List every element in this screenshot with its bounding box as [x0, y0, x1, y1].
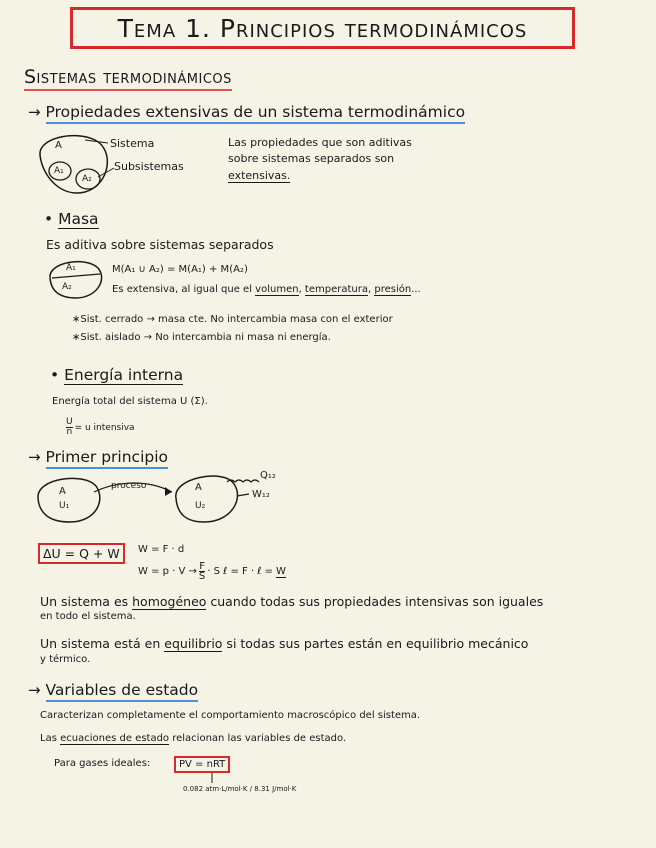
masa-ext-end: ...	[411, 284, 421, 295]
masa-ext-sep2: ,	[367, 284, 375, 295]
masa-heading	[44, 210, 99, 228]
energia-line1: Energía total del sistema U (Σ).	[52, 396, 208, 407]
var-l2-a: Las	[40, 733, 61, 744]
work-der-a: W = p · V →	[138, 566, 197, 577]
extensive-text-line3	[228, 169, 290, 182]
primer-title: Primer principio	[46, 448, 169, 469]
masa-diagram	[46, 258, 106, 300]
variables-title: Variables de estado	[46, 681, 199, 702]
equilibrio-line1	[40, 636, 528, 651]
energia-heading	[50, 366, 183, 384]
extensive-text-line2: sobre sistemas separados son	[228, 152, 395, 165]
masa-label-a1: A₁	[66, 263, 76, 273]
diagram-label-a: A	[55, 140, 62, 151]
equilibrio-line2: y térmico.	[40, 654, 91, 665]
section-heading-text: Sistemas termodinámicos	[24, 66, 232, 91]
r-pointer-line	[210, 773, 220, 785]
masa-ext-presion: presión	[374, 284, 412, 295]
diagram-label-a2: A₂	[82, 174, 92, 184]
homog-word: homogéneo	[132, 594, 207, 609]
sist-cerrado-line: ∗Sist. cerrado → masa cte. No intercambia masa con el exterior	[72, 314, 393, 325]
primer-heading	[28, 448, 168, 466]
homogeneo-line1	[40, 594, 543, 609]
equil-word: equilibrio	[164, 636, 223, 651]
frac-rest: = u intensiva	[74, 422, 135, 433]
arrow-right-icon: →	[28, 681, 41, 699]
extensive-text-line1: Las propiedades que son aditivas	[228, 136, 412, 149]
masa-ext-sep1: ,	[298, 284, 305, 295]
equil-p2: Un sistema está en	[40, 636, 165, 651]
masa-ext-prefix: Es extensiva, al igual que el	[112, 284, 256, 295]
diagram-label-a1: A₁	[54, 166, 64, 176]
work-derivation	[138, 562, 286, 581]
homog-p1: Un sistema es	[40, 594, 133, 609]
r-constant-values: 0.082 atm·L/mol·K / 8.31 J/mol·K	[183, 785, 297, 793]
work-der-c: W	[276, 565, 286, 577]
work-def: W = F · d	[138, 544, 185, 555]
masa-ext-volumen: volumen	[255, 284, 299, 295]
masa-line1: Es aditiva sobre sistemas separados	[46, 237, 274, 252]
extensive-properties-heading	[28, 103, 465, 121]
masa-extensive-line	[112, 284, 421, 295]
heat-q12: Q₁₂	[260, 470, 276, 481]
variables-heading	[28, 681, 198, 699]
state2-u2: U₂	[195, 501, 206, 511]
frac-den: n	[66, 427, 73, 437]
arrow-right-icon: →	[28, 448, 41, 466]
energia-title: Energía interna	[64, 366, 184, 384]
state1-a: A	[59, 486, 66, 497]
homog-p1-rest: cuando todas sus propiedades intensivas son iguales	[206, 594, 544, 609]
extensive-word: extensivas.	[228, 169, 291, 182]
subsystems-diagram	[30, 130, 120, 200]
diagram-label-sistema: Sistema	[110, 137, 155, 150]
bullet: •	[44, 210, 54, 228]
work-der-b: · S ℓ = F · ℓ =	[207, 566, 273, 577]
f-over-s	[199, 562, 205, 581]
page-title: Tema 1. Principios termodinámicos	[70, 7, 575, 49]
frac-num: F	[199, 561, 205, 572]
frac-den: S	[198, 571, 206, 582]
work-w12: W₁₂	[252, 489, 270, 500]
ecuaciones-estado: ecuaciones de estado	[60, 733, 170, 744]
gases-ideales-label: Para gases ideales:	[54, 758, 151, 769]
frac-num: U	[66, 417, 73, 427]
extensive-properties-title: Propiedades extensivas de un sistema termodinámico	[46, 103, 466, 124]
diagram-label-subsistemas: Subsistemas	[114, 160, 184, 173]
masa-ext-temperatura: temperatura	[304, 284, 368, 295]
masa-label-a2: A₂	[62, 282, 72, 292]
variables-line2	[40, 733, 346, 744]
u-over-n	[66, 418, 73, 437]
masa-formula: M(A₁ ∪ A₂) = M(A₁) + M(A₂)	[112, 264, 248, 275]
masa-title: Masa	[58, 210, 99, 228]
ideal-gas-equation: PV = nRT	[174, 756, 230, 773]
sist-aislado-line: ∗Sist. aislado → No intercambia ni masa ni energía.	[72, 332, 331, 343]
energia-fraction	[66, 418, 135, 437]
homogeneo-line2: en todo el sistema.	[40, 611, 136, 622]
first-law-equation: ΔU = Q + W	[38, 543, 125, 564]
process-label: proceso	[111, 481, 147, 491]
arrow-right-icon: →	[28, 103, 41, 121]
var-l2-b: relacionan las variables de estado.	[169, 733, 347, 744]
state1-u1: U₁	[59, 501, 70, 511]
process-diagram	[34, 470, 294, 530]
variables-line1: Caracterizan completamente el comportamiento macroscópico del sistema.	[40, 710, 421, 721]
bullet: •	[50, 366, 60, 384]
state2-a: A	[195, 482, 202, 493]
equil-p2-rest: si todas sus partes están en equilibrio mecánico	[222, 636, 529, 651]
section-heading	[24, 66, 232, 88]
